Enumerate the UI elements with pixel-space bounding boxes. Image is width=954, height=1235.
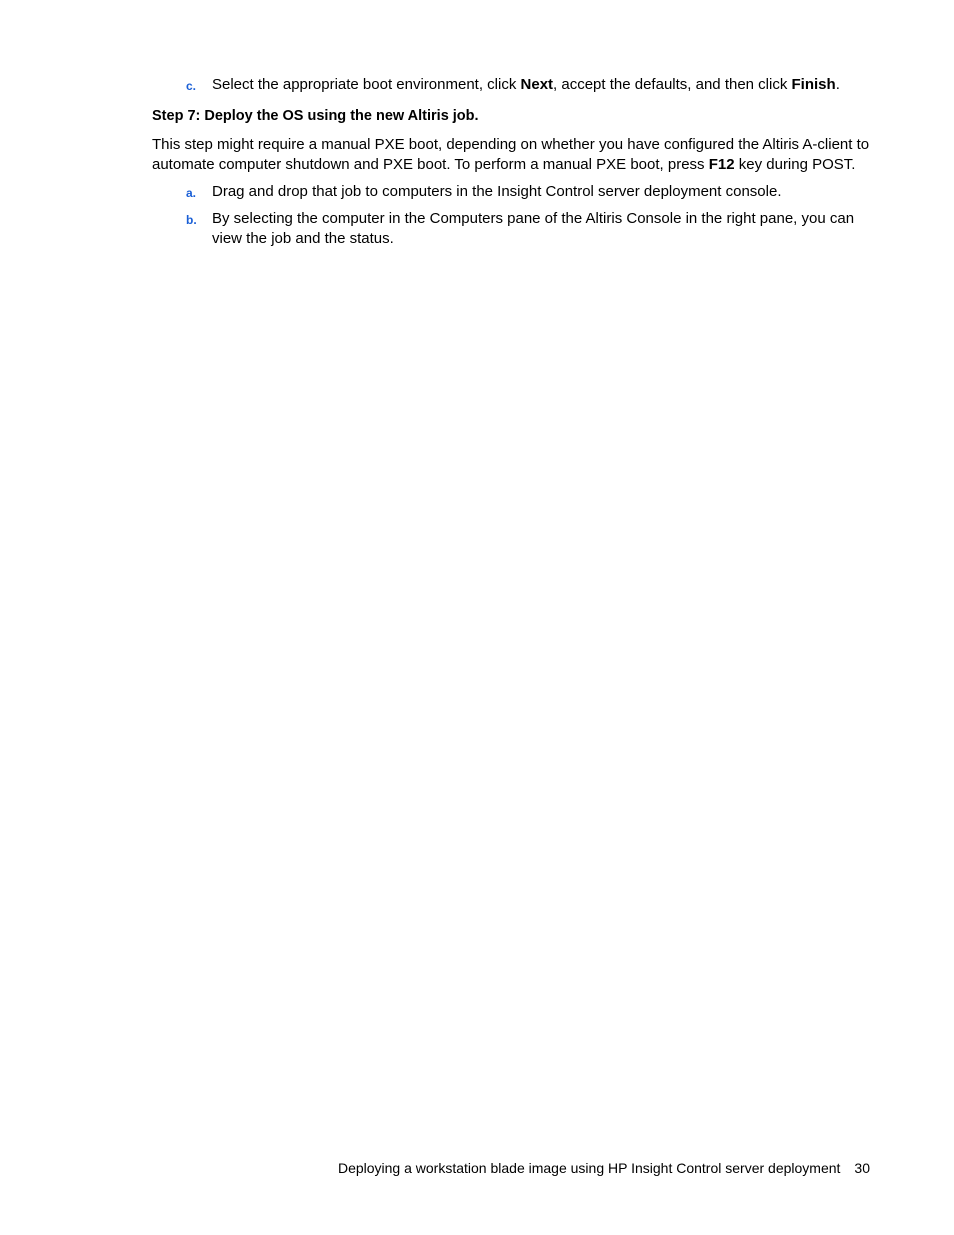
list-marker-c: c. xyxy=(186,79,197,93)
page-number: 30 xyxy=(854,1160,870,1176)
f12-bold-label: F12 xyxy=(708,156,735,173)
list-item-b-text: By selecting the computer in the Computers pane of the Altiris Console in the right pane, you can view the job and the status. xyxy=(212,210,855,247)
list-item-c-text-part1: Select the appropriate boot environment, click xyxy=(212,76,521,93)
list-item-c-text-part2: , accept the defaults, and then click xyxy=(553,76,792,93)
paragraph-part1: This step might require a manual PXE boot, depending on whether you have configured the Altiris A-client to automate computer shutdown and PXE boot. To perform a manual PXE boot, press xyxy=(152,136,870,173)
page-footer xyxy=(338,1158,870,1178)
finish-bold-label: Finish xyxy=(791,76,836,93)
footer-title: Deploying a workstation blade image using HP Insight Control server deployment xyxy=(337,1160,841,1176)
list-item-c xyxy=(186,75,876,95)
list-item-a xyxy=(186,182,876,202)
list-item-c-text xyxy=(212,75,876,95)
list-item-b xyxy=(186,209,876,249)
paragraph-part2: key during POST. xyxy=(734,156,856,173)
step-heading: Step 7: Deploy the OS using the new Altiris job. xyxy=(152,108,479,124)
list-item-c-text-part3: . xyxy=(835,76,840,93)
list-marker-b: b. xyxy=(186,213,197,227)
next-bold-label: Next xyxy=(520,76,554,93)
list-item-a-text: Drag and drop that job to computers in the Insight Control server deployment console. xyxy=(212,183,782,200)
body-paragraph xyxy=(152,135,877,175)
list-marker-a: a. xyxy=(186,186,197,200)
